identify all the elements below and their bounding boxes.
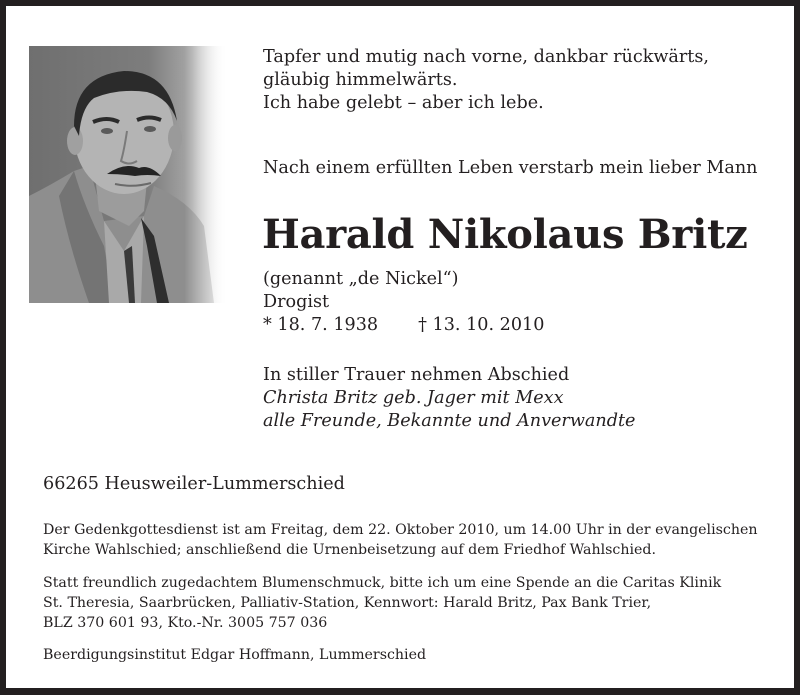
deceased-details	[263, 268, 544, 337]
service-line: Kirche Wahlschied; anschließend die Urnenbeisetzung auf dem Friedhof Wahlschied.	[43, 542, 657, 558]
donation-info	[43, 573, 721, 633]
portrait-illustration	[29, 46, 228, 303]
donation-line: Statt freundlich zugedachtem Blumenschmuck, bitte ich um eine Spende an die Caritas Klinik	[43, 575, 722, 591]
deceased-name: Harald Nikolaus Britz	[262, 211, 748, 258]
mourner-line: Christa Britz geb. Jager mit Mexx	[263, 388, 564, 408]
intro-text: Nach einem erfüllten Leben verstarb mein lieber Mann	[263, 158, 758, 178]
portrait-photo	[29, 46, 228, 303]
life-dates	[263, 314, 544, 337]
verse-line: gläubig himmelwärts.	[263, 70, 458, 90]
service-line: Der Gedenkgottesdienst ist am Freitag, dem 22. Oktober 2010, um 14.00 Uhr in der evangelischen	[43, 522, 758, 538]
verse-line: Tapfer und mutig nach vorne, dankbar rückwärts,	[263, 47, 710, 67]
nickname: (genannt „de Nickel“)	[263, 269, 459, 289]
mourner-line: alle Freunde, Bekannte und Anverwandte	[263, 411, 636, 431]
mourners	[263, 364, 635, 433]
donation-line: BLZ 370 601 93, Kto.-Nr. 3005 757 036	[43, 615, 328, 631]
profession: Drogist	[263, 292, 330, 312]
verse-line: Ich habe gelebt – aber ich lebe.	[263, 93, 544, 113]
mourners-heading: In stiller Trauer nehmen Abschied	[263, 365, 570, 385]
death-date: † 13. 10. 2010	[418, 315, 545, 335]
place: 66265 Heusweiler-Lummerschied	[43, 474, 345, 494]
funeral-home: Beerdigungsinstitut Edgar Hoffmann, Lummerschied	[43, 647, 427, 663]
donation-line: St. Theresia, Saarbrücken, Palliativ-Station, Kennwort: Harald Britz, Pax Bank Trier,	[43, 595, 652, 611]
birth-date: * 18. 7. 1938	[263, 315, 379, 335]
service-info	[43, 520, 758, 560]
verse	[263, 46, 709, 115]
